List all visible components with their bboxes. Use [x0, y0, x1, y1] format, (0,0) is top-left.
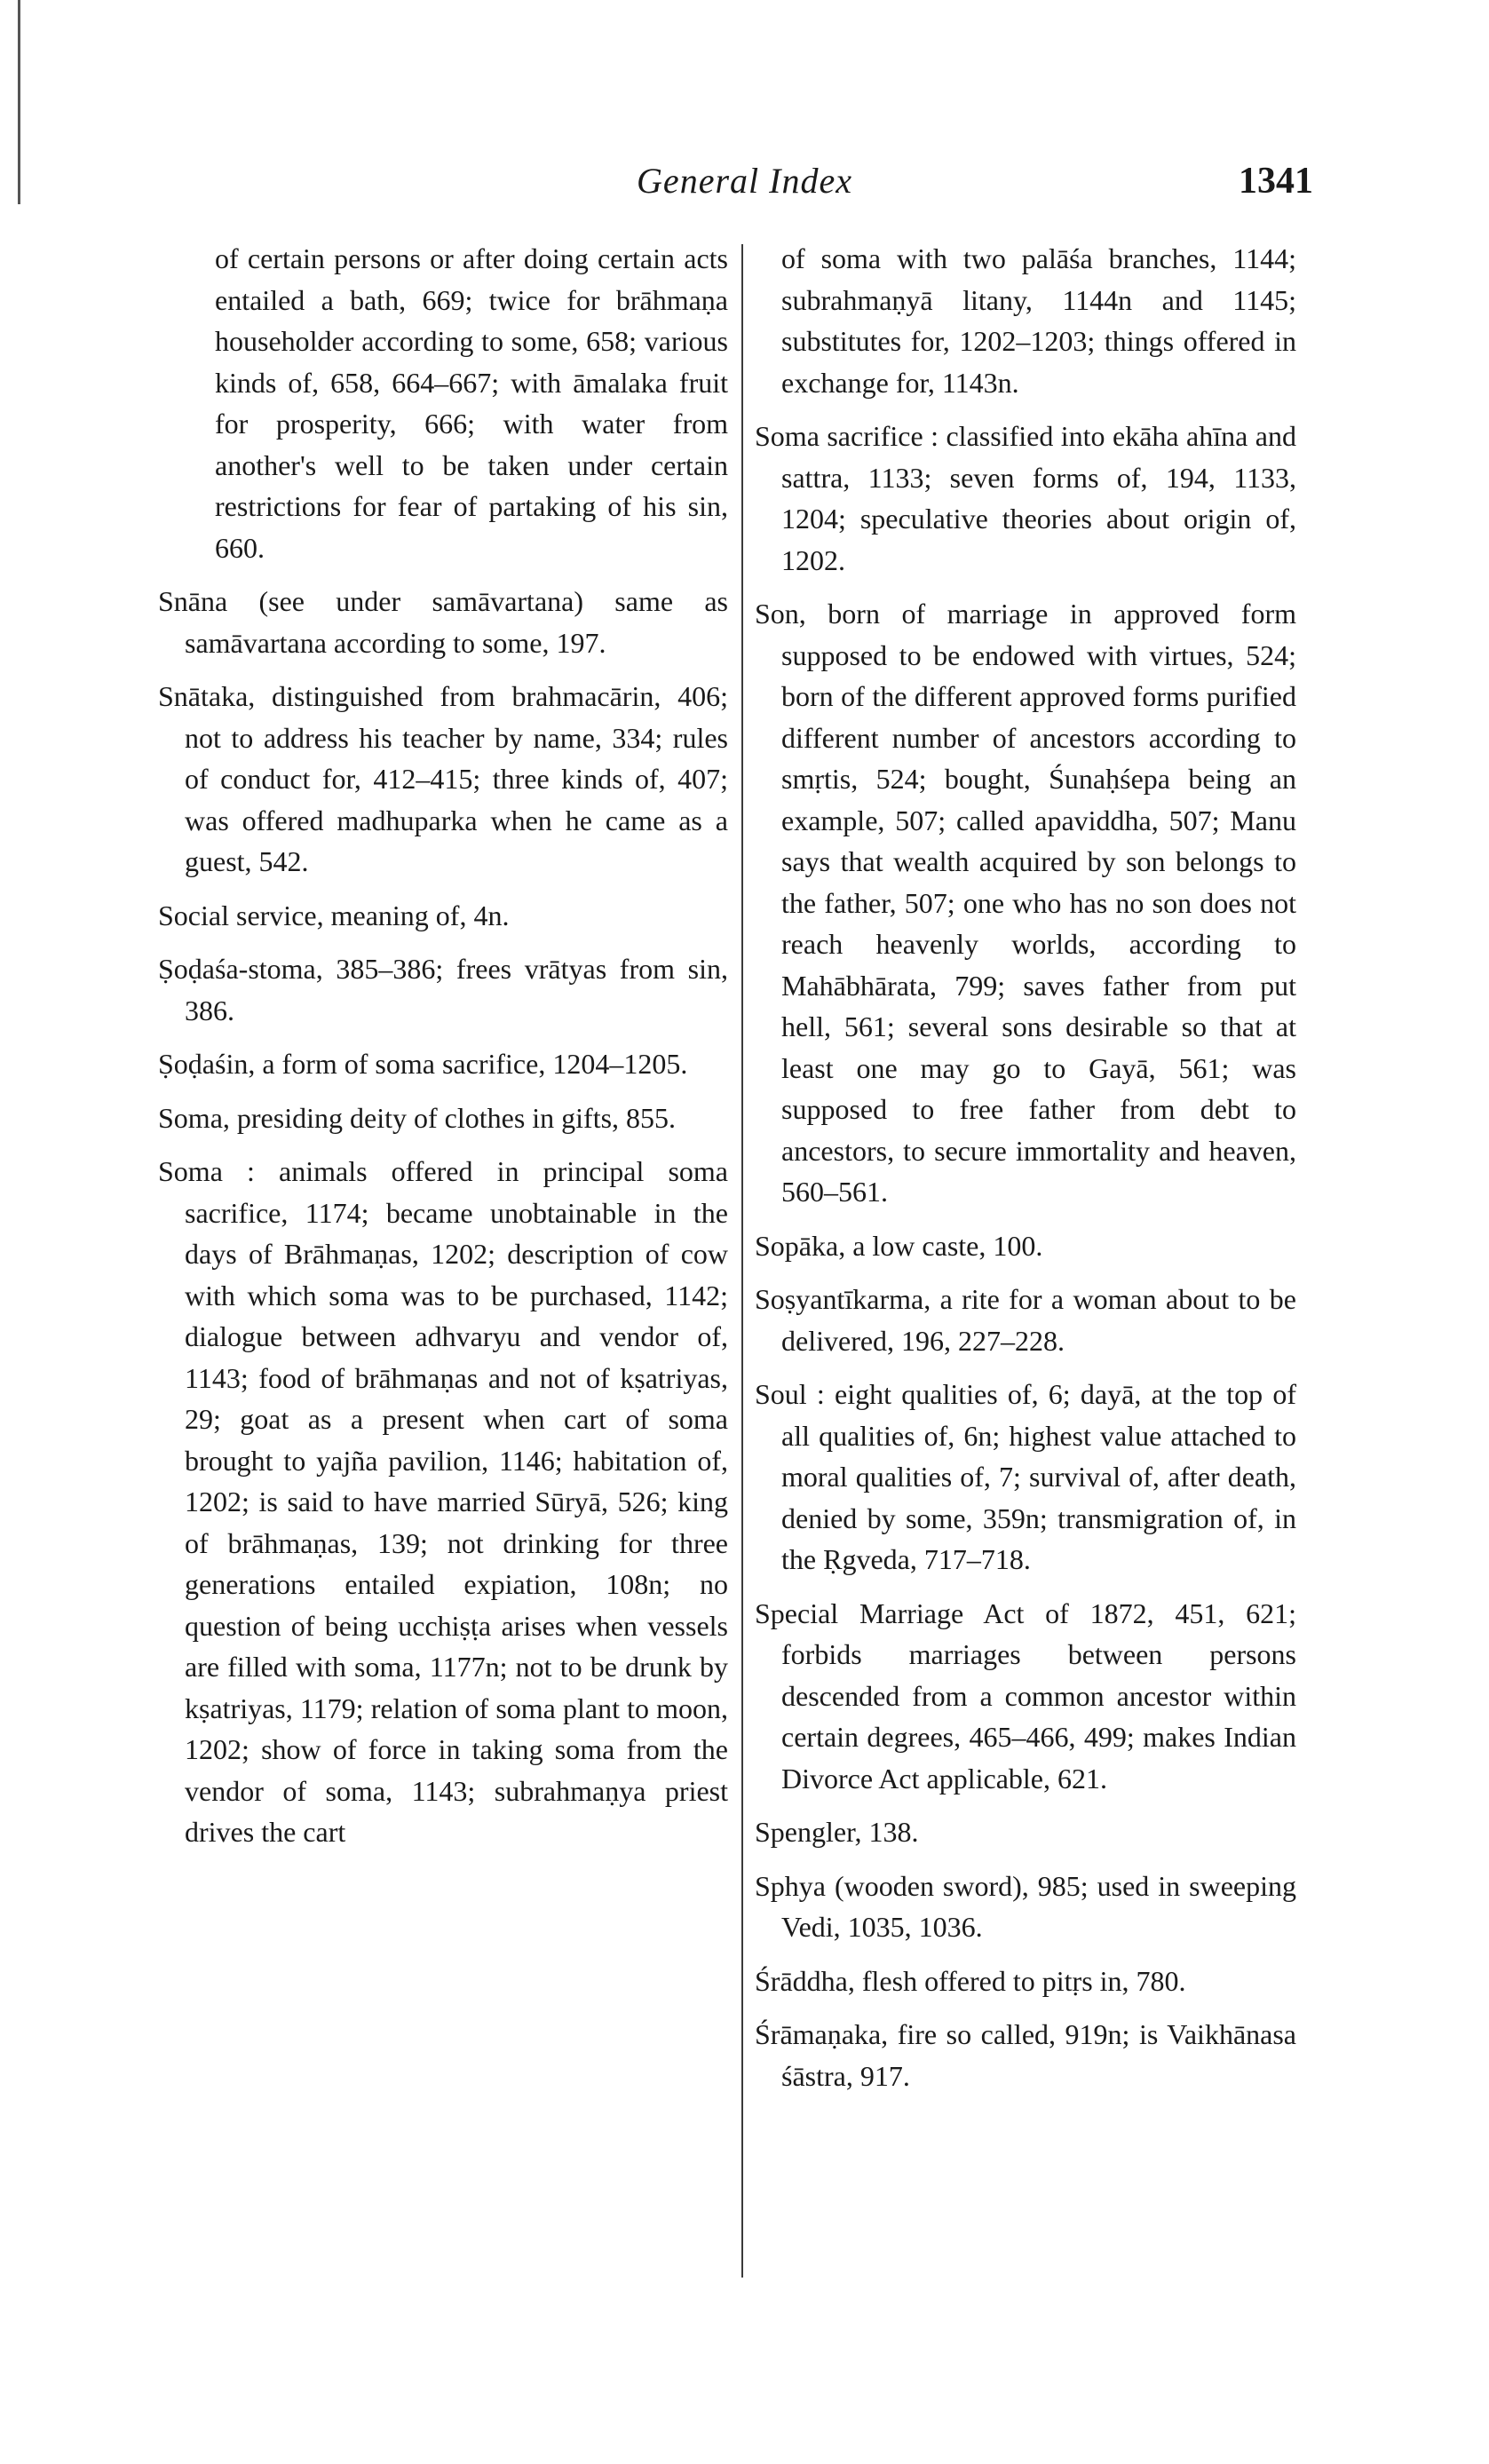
index-entry: Snāna (see under samāvartana) same as samāvartana according to some, 197. — [158, 585, 728, 659]
index-entry: Ṣoḍaśa-stoma, 385–386; frees vrātyas from sin, 386. — [158, 953, 728, 1026]
index-entry: Social service, meaning of, 4n. — [158, 899, 510, 931]
index-entry: Soma, presiding deity of clothes in gifts, 855. — [158, 1101, 677, 1134]
column-divider — [741, 244, 743, 2278]
index-entry: Śrāmaṇaka, fire so called, 919n; is Vaikhānasa śāstra, 917. — [755, 2018, 1296, 2092]
left-column — [158, 238, 728, 1866]
index-entry: Sphya (wooden sword), 985; used in sweeping Vedi, 1035, 1036. — [755, 1869, 1296, 1943]
index-entry: Special Marriage Act of 1872, 451, 621; forbids marriages between persons descended from a common ancestor within certain degrees, 465–466, 499; makes Indian Divorce Act applicable, 621. — [755, 1596, 1296, 1795]
index-entry: Spengler, 138. — [755, 1816, 919, 1848]
index-entry: Soma : animals offered in principal soma sacrifice, 1174; became unobtainable in the days of Brāhmaṇas, 1202; description of cow with which soma was to be purchased, 1142; dialogue between adhvaryu and vendor of, 1143; food of brāhmaṇas and not of kṣatriyas, 29; goat as a present when cart of soma brought to yajña pavilion, 1146; habitation of, 1202; is said to have married Sūryā, 526; king of brāhmaṇas, 139; not drinking for three generations entailed expiation, 108n; no question of being ucchiṣṭa arises when vessels are filled with soma, 1177n; not to be drunk by kṣatriyas, 1179; relation of soma plant to moon, 1202; show of force in taking soma from the vendor of soma, 1143; subrahmaṇya priest drives the cart — [158, 1155, 728, 1848]
index-entry: of soma with two palāśa branches, 1144; subrahmaṇyā litany, 1144n and 1145; substitutes for, 1202–1203; things offered in exchange for, 1143n. — [781, 242, 1296, 399]
index-entry: Snātaka, distinguished from brahmacārin, 406; not to address his teacher by name, 334; rules of conduct for, 412–415; three kinds of, 407; was offered madhuparka when he came as a guest, 542. — [158, 680, 728, 877]
index-entry: Son, born of marriage in approved form supposed to be endowed with virtues, 524; born of the different approved forms purified different number of ancestors according to smṛtis, 524; bought, Śunaḥśepa being an example, 507; called apaviddha, 507; Manu says that wealth acquired by son belongs to the father, 507; one who has no son does not reach heavenly worlds, according to Mahābhārata, 799; saves father from put hell, 561; several sons desirable so that at least one may go to Gayā, 561; was supposed to free father from debt to ancestors, to secure immortality and heaven, 560–561. — [755, 598, 1296, 1208]
index-entry: Soṣyantīkarma, a rite for a woman about to be delivered, 196, 227–228. — [755, 1283, 1296, 1357]
page-number: 1341 — [1239, 161, 1313, 202]
index-entry: of certain persons or after doing certain acts entailed a bath, 669; twice for brāhmaṇa householder according to some, 658; various kinds of, 658, 664–667; with āmalaka fruit for prosperity, 666; with water from another's well to be taken under certain restrictions for fear of partaking of his sin, 660. — [215, 242, 728, 564]
index-entry: Ṣoḍaśin, a form of soma sacrifice, 1204–1205. — [158, 1048, 688, 1080]
index-entry: Soul : eight qualities of, 6; dayā, at the top of all qualities of, 6n; highest value attached to moral qualities of, 7; survival of, after death, denied by some, 359n; transmigration of, in the Ṛgveda, 717–718. — [755, 1378, 1296, 1575]
right-column — [755, 238, 1296, 2109]
index-entry: Śrāddha, flesh offered to pitṛs in, 780. — [755, 1964, 1186, 1997]
running-head: General Index — [637, 161, 852, 201]
index-entry: Sopāka, a low caste, 100. — [755, 1229, 1043, 1262]
index-entry: Soma sacrifice : classified into ekāha ahīna and sattra, 1133; seven forms of, 194, 1133, 1204; speculative theories about origin of, 1202. — [755, 420, 1296, 576]
